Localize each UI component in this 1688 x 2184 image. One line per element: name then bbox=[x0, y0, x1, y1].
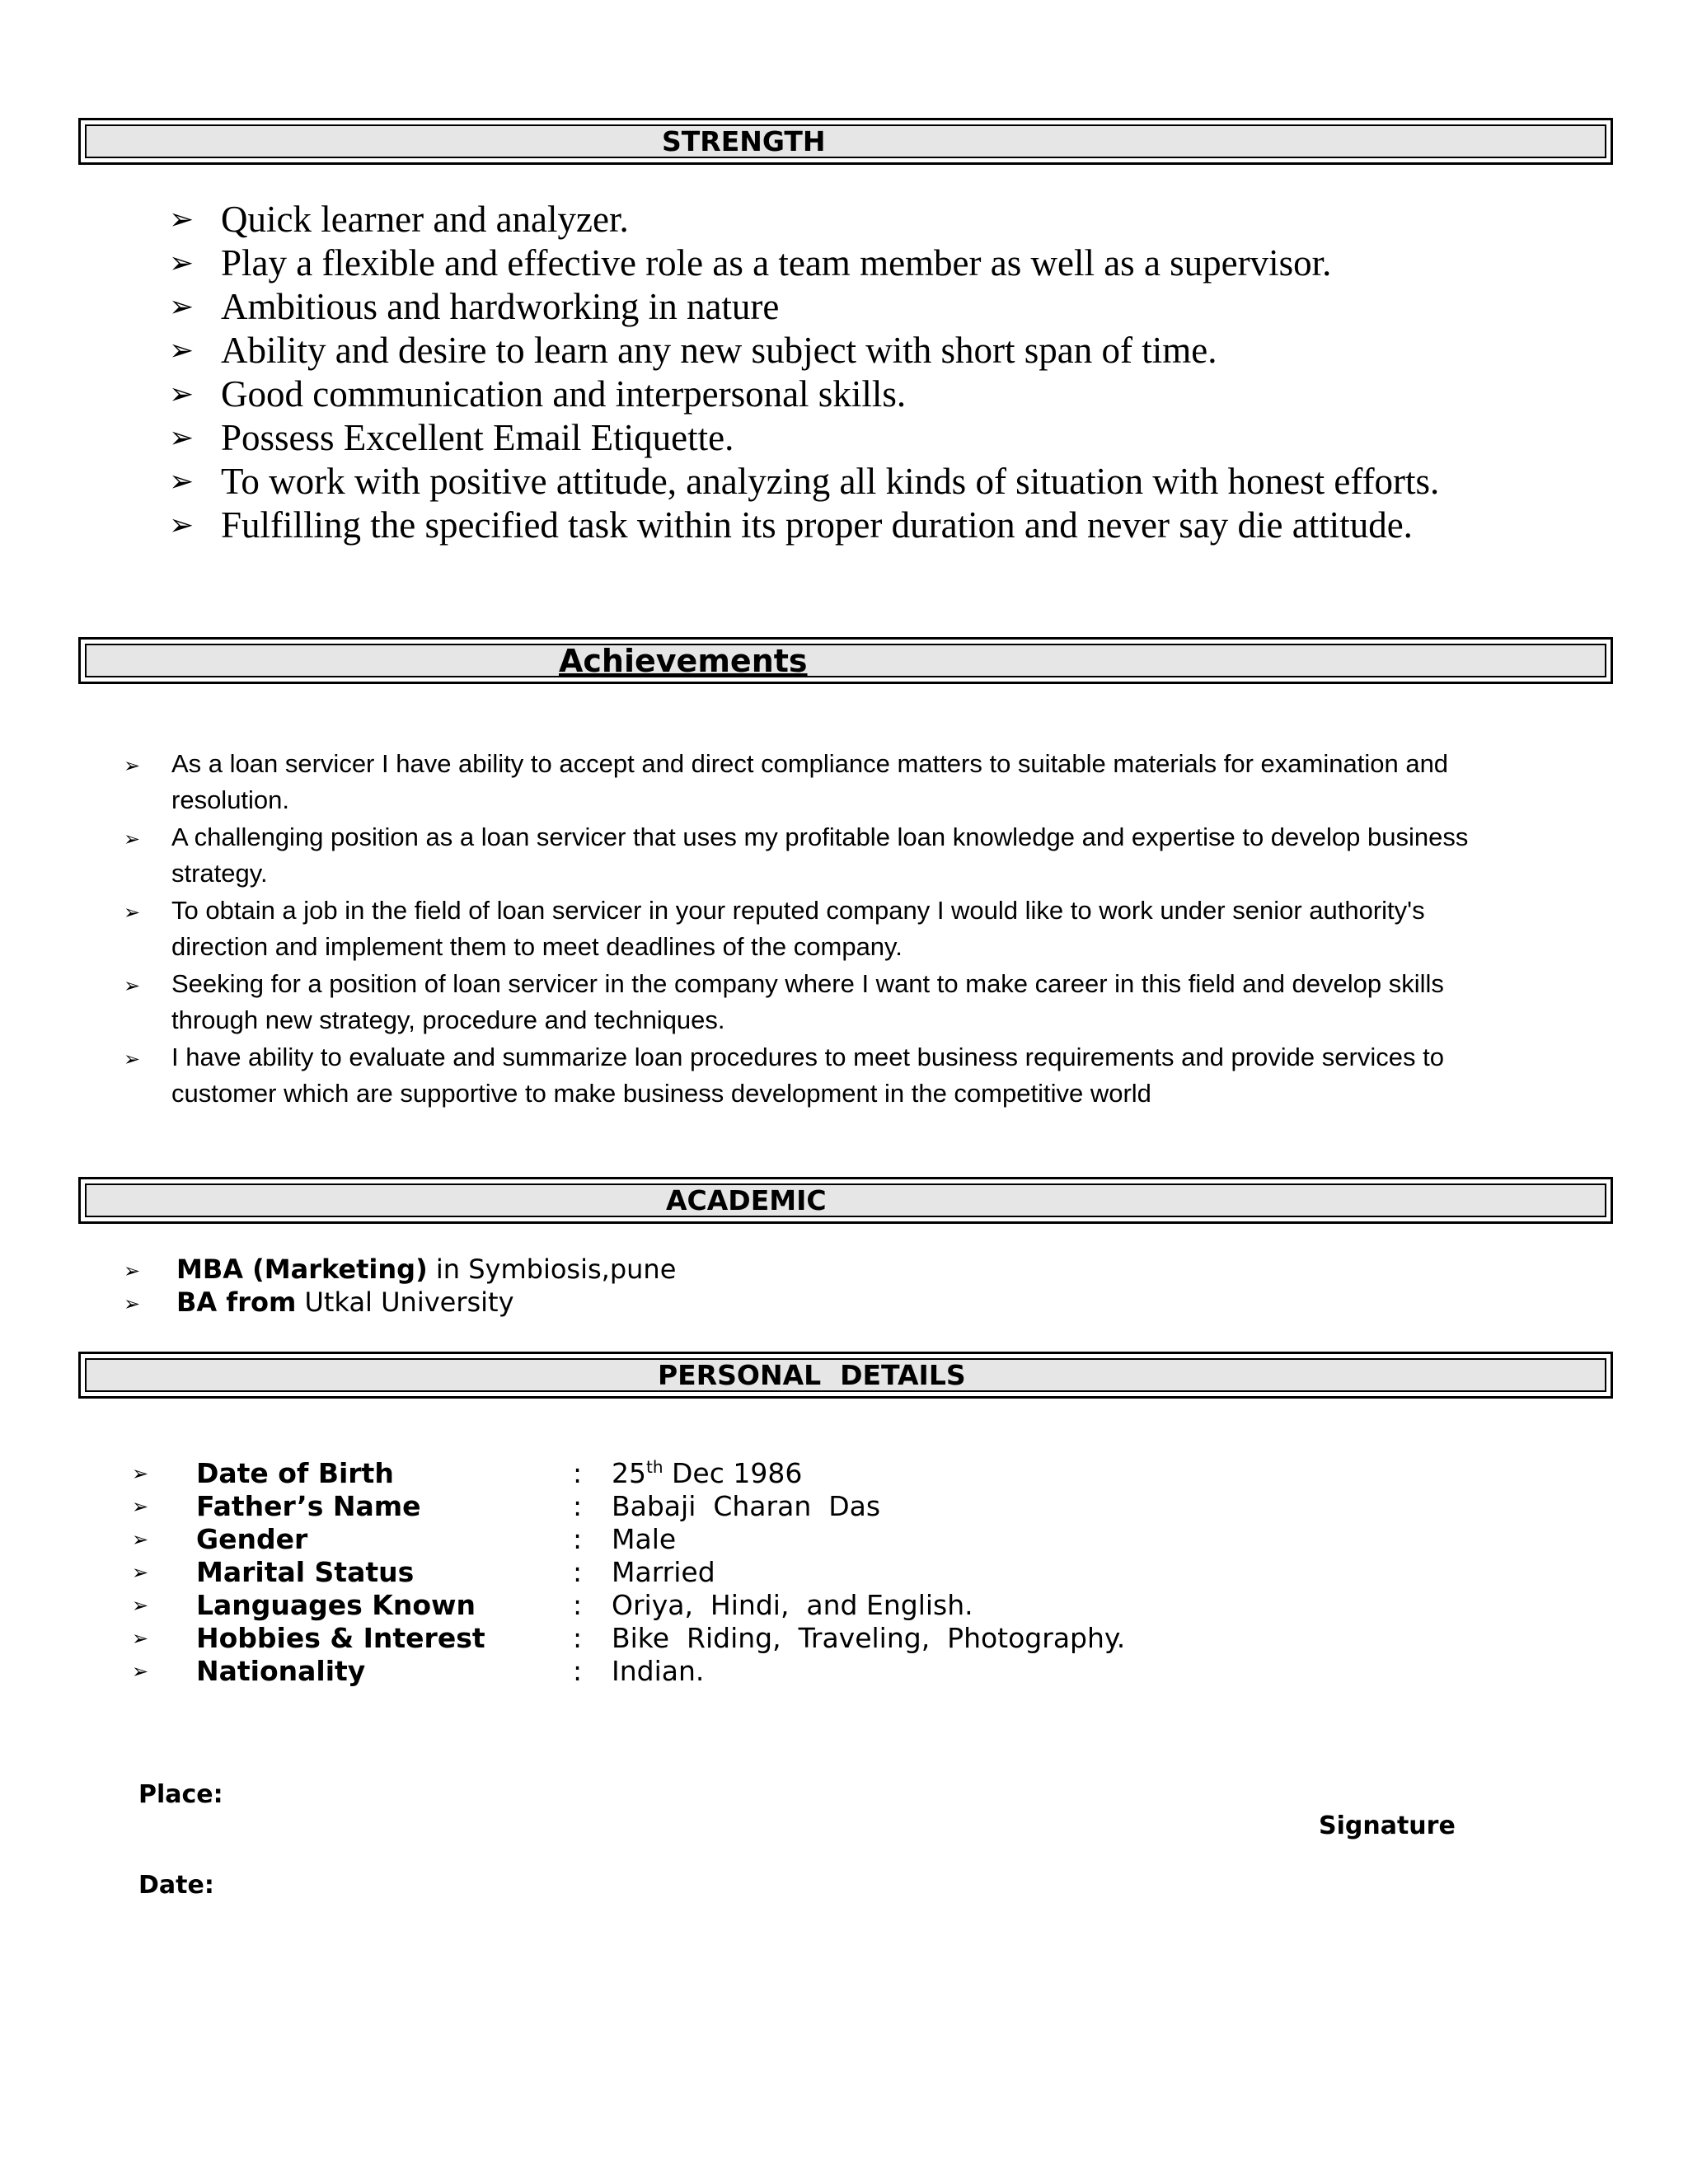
detail-label: Date of Birth bbox=[196, 1457, 394, 1489]
list-item: ➢ Ambitious and hardworking in nature bbox=[169, 286, 780, 327]
list-item: ➢ To obtain a job in the field of loan servicer in your reputed company I would like to work under senior authority's direction and implement them to meet deadlines of the company. bbox=[124, 896, 1425, 961]
list-item: ➢ Fulfilling the specified task within its proper duration and never say die attitude. bbox=[169, 504, 1413, 546]
arrow-bullet-icon: ➢ bbox=[124, 1292, 141, 1315]
list-item: ➢ Quick learner and analyzer. bbox=[169, 199, 629, 240]
strength-list bbox=[169, 198, 1439, 547]
achievements-title: Achievements bbox=[559, 642, 808, 679]
detail-colon: : bbox=[573, 1523, 583, 1555]
detail-colon: : bbox=[573, 1556, 583, 1588]
detail-colon: : bbox=[573, 1655, 583, 1687]
arrow-bullet-icon: ➢ bbox=[169, 334, 195, 368]
degree-detail: Utkal University bbox=[296, 1286, 514, 1318]
personal-title: PERSONAL DETAILS bbox=[658, 1358, 966, 1391]
achievements-list bbox=[124, 746, 1525, 1113]
detail-colon: : bbox=[573, 1490, 583, 1522]
arrow-bullet-icon: ➢ bbox=[169, 465, 195, 499]
detail-value: 25th Dec 1986 bbox=[612, 1457, 803, 1489]
detail-label: Father’s Name bbox=[196, 1490, 421, 1522]
personal-header bbox=[78, 1352, 1613, 1399]
detail-label: Hobbies & Interest bbox=[196, 1622, 485, 1654]
list-item bbox=[124, 1253, 676, 1286]
detail-label: Nationality bbox=[196, 1655, 366, 1687]
arrow-bullet-icon: ➢ bbox=[169, 509, 195, 542]
detail-value: Male bbox=[612, 1523, 677, 1555]
arrow-bullet-icon: ➢ bbox=[132, 1594, 149, 1617]
arrow-bullet-icon: ➢ bbox=[132, 1627, 149, 1650]
list-item: ➢ As a loan servicer I have ability to accept and direct compliance matters to suitable materials for examination and resolution. bbox=[124, 749, 1449, 814]
detail-label: Gender bbox=[196, 1523, 308, 1555]
list-item: ➢ Ability and desire to learn any new subject with short span of time. bbox=[169, 330, 1217, 371]
academic-header bbox=[78, 1177, 1613, 1224]
detail-colon: : bbox=[573, 1589, 583, 1621]
strength-header bbox=[78, 118, 1613, 165]
detail-value: Oriya, Hindi, and English. bbox=[612, 1589, 973, 1621]
academic-list bbox=[124, 1253, 676, 1319]
arrow-bullet-icon: ➢ bbox=[132, 1561, 149, 1584]
list-item bbox=[124, 1286, 676, 1319]
list-item: ➢ To work with positive attitude, analyzing all kinds of situation with honest efforts. bbox=[169, 461, 1440, 502]
degree-detail: in Symbiosis,pune bbox=[427, 1254, 677, 1285]
place-label: Place: bbox=[138, 1780, 223, 1809]
strength-title: STRENGTH bbox=[662, 124, 826, 157]
degree-name: BA from bbox=[176, 1286, 297, 1318]
degree-name: MBA (Marketing) bbox=[176, 1254, 428, 1285]
arrow-bullet-icon: ➢ bbox=[124, 1047, 141, 1071]
detail-label: Languages Known bbox=[196, 1589, 476, 1621]
signature-label: Signature bbox=[1319, 1811, 1456, 1840]
detail-value: Bike Riding, Traveling, Photography. bbox=[612, 1622, 1126, 1654]
list-item: ➢ Possess Excellent Email Etiquette. bbox=[169, 417, 734, 458]
academic-title: ACADEMIC bbox=[666, 1183, 827, 1216]
detail-label: Marital Status bbox=[196, 1556, 415, 1588]
arrow-bullet-icon: ➢ bbox=[169, 246, 195, 280]
arrow-bullet-icon: ➢ bbox=[169, 377, 195, 411]
arrow-bullet-icon: ➢ bbox=[132, 1462, 149, 1485]
list-item: ➢ A challenging position as a loan servicer that uses my profitable loan knowledge and expertise to develop business strategy. bbox=[124, 823, 1469, 888]
detail-colon: : bbox=[573, 1622, 583, 1654]
date-label: Date: bbox=[138, 1871, 214, 1900]
list-item: ➢ I have ability to evaluate and summarize loan procedures to meet business requirements and provide services to customer which are supportive to make business development in the competitive world bbox=[124, 1043, 1444, 1108]
arrow-bullet-icon: ➢ bbox=[124, 974, 141, 997]
arrow-bullet-icon: ➢ bbox=[124, 901, 141, 924]
list-item: ➢ Seeking for a position of loan servicer in the company where I want to make career in this field and develop skills through new strategy, procedure and techniques. bbox=[124, 969, 1444, 1034]
detail-value: Indian. bbox=[612, 1655, 705, 1687]
arrow-bullet-icon: ➢ bbox=[124, 827, 141, 851]
list-item: ➢ Play a flexible and effective role as a team member as well as a supervisor. bbox=[169, 242, 1332, 284]
detail-value: Babaji Charan Das bbox=[612, 1490, 881, 1522]
arrow-bullet-icon: ➢ bbox=[124, 754, 141, 777]
arrow-bullet-icon: ➢ bbox=[124, 1259, 141, 1282]
achievements-header bbox=[78, 637, 1613, 684]
detail-value: Married bbox=[612, 1556, 715, 1588]
arrow-bullet-icon: ➢ bbox=[132, 1495, 149, 1518]
arrow-bullet-icon: ➢ bbox=[169, 421, 195, 455]
arrow-bullet-icon: ➢ bbox=[169, 290, 195, 324]
detail-colon: : bbox=[573, 1457, 583, 1489]
list-item: ➢ Good communication and interpersonal skills. bbox=[169, 373, 907, 415]
arrow-bullet-icon: ➢ bbox=[132, 1660, 149, 1683]
arrow-bullet-icon: ➢ bbox=[132, 1528, 149, 1551]
arrow-bullet-icon: ➢ bbox=[169, 203, 195, 237]
